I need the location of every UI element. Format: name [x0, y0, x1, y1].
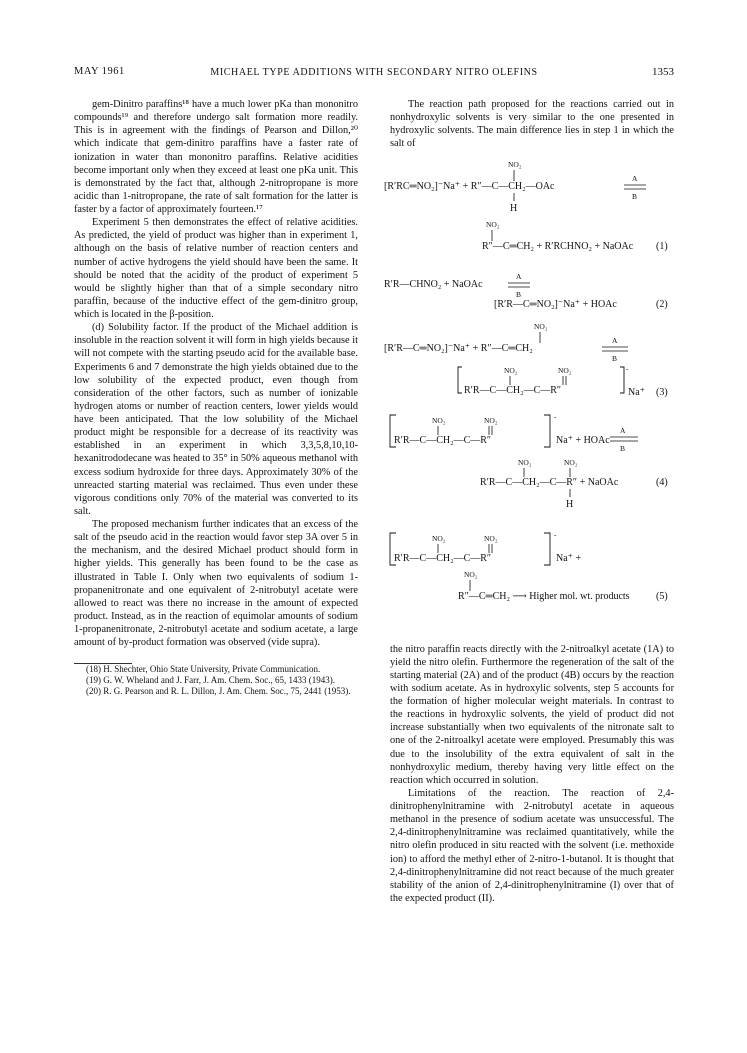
minus-sign: - — [626, 363, 629, 373]
paragraph: the nitro paraffin reacts directly with the 2-nitroalkyl acetate (1A) to yield the nitro olefin. Furthermore the regeneration of the salt of the starting material (2A) and of the product (4B) occurs by the reaction with sodium acetate. As in hydroxylic solvents, step 5 accounts for the formation of higher molecular weight materials. In contrast to the reactions in hydroxylic solvents, the yield of product did not increase substantially when two equivalents of the nitronate salt to one of the 2-nitroalkyl acetate were employed. Presumably this was due to the insolubility of the extra equivalent of salt in the nonhydroxylic medium, thereby having very little effect on the reaction which occurred in solution. — [390, 643, 674, 786]
eq4-number: (4) — [656, 476, 668, 488]
no2-label: NO₂ — [518, 457, 532, 467]
eq3-number: (3) — [656, 386, 668, 398]
paragraph: The reaction path proposed for the reactions carried out in nonhydroxylic solvents is very similar to the one presented in hydroxylic solvents. The main difference lies in step 1 in which the salt of — [390, 99, 674, 150]
eq1-number: (1) — [656, 240, 668, 252]
paragraph: gem-Dinitro paraffins¹⁸ have a much lower pKa than mononitro compounds¹⁹ and therefore undergo salt formation more readily. This is in agreement with the findings of Pearson and Dillon,²⁰ which indicate that gem-dinitro paraffins have a faster rate of ionization in water than mononitro paraffins. Relative acidities become important only when they exceed at least one pKa unit. This is demonstrated by the fact that, although 2-nitropropane is more acidic than 1-nitropropane, the rate of salt formation for the latter is faster by a factor of approximately fourteen.¹⁷ — [74, 99, 358, 215]
bracket-right — [544, 533, 550, 565]
arrow-label-b: B — [516, 289, 522, 299]
na-plus: Na⁺ — [628, 386, 645, 398]
eq5-left: R′R—C—CH₂—C—R″ — [394, 552, 492, 564]
bracket-left — [458, 367, 462, 393]
no2-label: NO₂ — [564, 457, 578, 467]
eq1-right: R″—C═CH₂ + R′RCHNO₂ + NaOAc — [482, 240, 634, 252]
paragraph: The proposed mechanism further indicates that an excess of the salt of the pseudo acid in the reaction would favor step 3A over 5 in the mechanism, and the desired Michael product should form in higher yields. This generally has been found to be the case as illustrated in Table I. Only when two equivalents of sodium 1-propanenitronate and one equivalent of 2-nitrobutyl acetate were allowed to react was there no increase in the amount of expected product. Instead, as in the reaction of equimolar amounts of sodium 1-propanenitronate, 2-nitrobutyl acetate and sodium acetate, a large amount of by-product formation was observed (vide supra). — [74, 519, 358, 649]
footnote: (18) H. Shechter, Ohio State University, Private Communication. — [86, 664, 321, 675]
running-header — [74, 66, 674, 82]
left-column — [74, 98, 358, 697]
page-number: 1353 — [652, 66, 674, 78]
footnote: (19) G. W. Wheland and J. Farr, J. Am. Chem. Soc., 65, 1433 (1943). — [86, 675, 335, 686]
eq5-mid: Na⁺ + — [556, 552, 582, 564]
no2-label: NO₂ — [484, 533, 498, 543]
arrow-label-a: A — [632, 173, 638, 183]
header-title: MICHAEL TYPE ADDITIONS WITH SECONDARY NITRO OLEFINS — [210, 67, 538, 78]
reaction-scheme — [384, 157, 674, 635]
no2-label: NO₂ — [504, 365, 518, 375]
eq2-number: (2) — [656, 298, 668, 310]
arrow-label-b: B — [612, 353, 618, 363]
minus-sign: - — [554, 411, 557, 421]
right-column — [384, 98, 674, 905]
no2-label: NO₂ — [432, 533, 446, 543]
eq5-right: R″—C═CH₂ ⟶ Higher mol. wt. products — [458, 590, 630, 602]
no2-label: NO₂ — [464, 569, 478, 579]
no2-label: NO₂ — [534, 321, 548, 331]
no2-label: NO₂ — [432, 415, 446, 425]
eq4-left: R′R—C—CH₂—C—R″ — [394, 434, 492, 446]
arrow-label-a: A — [620, 425, 626, 435]
arrow-label-b: B — [620, 443, 626, 453]
eq1-left: [R′RC═NO₂]⁻Na⁺ + R″—C—CH₂—OAc — [384, 180, 555, 192]
minus-sign: - — [554, 529, 557, 539]
eq4-mid: Na⁺ + HOAc — [556, 434, 610, 446]
header-date: MAY 1961 — [74, 66, 125, 77]
eq4-right: R′R—C—CH₂—C—R″ + NaOAc — [480, 476, 619, 488]
eq5-number: (5) — [656, 590, 668, 602]
paragraph: Limitations of the reaction. The reaction of 2,4-dinitrophenylnitramine with 2-nitrobutyl acetate in aqueous methanol in the presence of sodium acetate was unsuccessful. The 2,4-dinitrophenylnitramine was reclaimed quantitatively, while the nitro olefin produced in situ reacted with the solvent (i.e. methoxide ion) to afford the methyl ether of 2-nitro-1-butanol. It is thought that 2,4-dinitrophenylnitramine did not react because of the much greater stability of the anion of 2,4-dinitrophenylnitramine (I) over that of the expected product (II). — [390, 787, 674, 904]
arrow-label-b: B — [632, 191, 638, 201]
eq2-left: R′R—CHNO₂ + NaOAc — [384, 278, 483, 290]
arrow-label-a: A — [612, 335, 618, 345]
reaction-scheme-svg — [384, 157, 674, 635]
footnote: (20) R. G. Pearson and R. L. Dillon, J. Am. Chem. Soc., 75, 2441 (1953). — [86, 686, 351, 697]
paragraph: (d) Solubility factor. If the product of the Michael addition is insoluble in the reaction solvent it will form in high yields because it will not compete with the starting pseudo acid for the available base. Experiments 6 and 7 demonstrate the high yields obtained due to the low solubility of the expected product, even though from consideration of the other factors, such as number of ionizable hydrogen atoms or number of reaction centers, lower yields would have been anticipated. That the low solubility of the Michael product might be responsible for a decrease of its reactivity was established in an experiment in which 3,3,5,8,10,10-hexanitrododecane was heated to 35° in 50% aqueous methanol with excess sodium hydroxide for three days. Approximately 30% of the unreacted starting material was reclaimed. Thus even under these vigorous conditions only 70% of the material was converted to its salt. — [74, 322, 358, 517]
eq2-right: [R′R—C═NO₂]⁻Na⁺ + HOAc — [494, 298, 617, 310]
bracket-right — [620, 367, 624, 393]
no2-label: NO₂ — [486, 219, 500, 229]
paragraph: Experiment 5 then demonstrates the effect of relative acidities. As predicted, the yield of product was higher than in experiment 1, although on the basis of relative number of reaction centers and number of active hydrogens the yield should have been the same. It should be noted that the acidity of the product of experiment 5 would be slightly higher than that of a simple secondary nitro paraffin, because of the inductive effect of the gem-dinitro group, which is located in the β-position. — [74, 217, 358, 320]
no2-label: NO₂ — [484, 415, 498, 425]
h-label: H — [510, 202, 518, 214]
h-label: H — [566, 498, 574, 510]
bracket-right — [544, 415, 550, 447]
no2-label: NO₂ — [508, 159, 522, 169]
no2-label: NO₂ — [558, 365, 572, 375]
eq3-left: [R′R—C═NO₂]⁻Na⁺ + R″—C═CH₂ — [384, 342, 533, 354]
eq3-right: R′R—C—CH₂—C—R″ — [464, 384, 562, 396]
arrow-label-a: A — [516, 271, 522, 281]
